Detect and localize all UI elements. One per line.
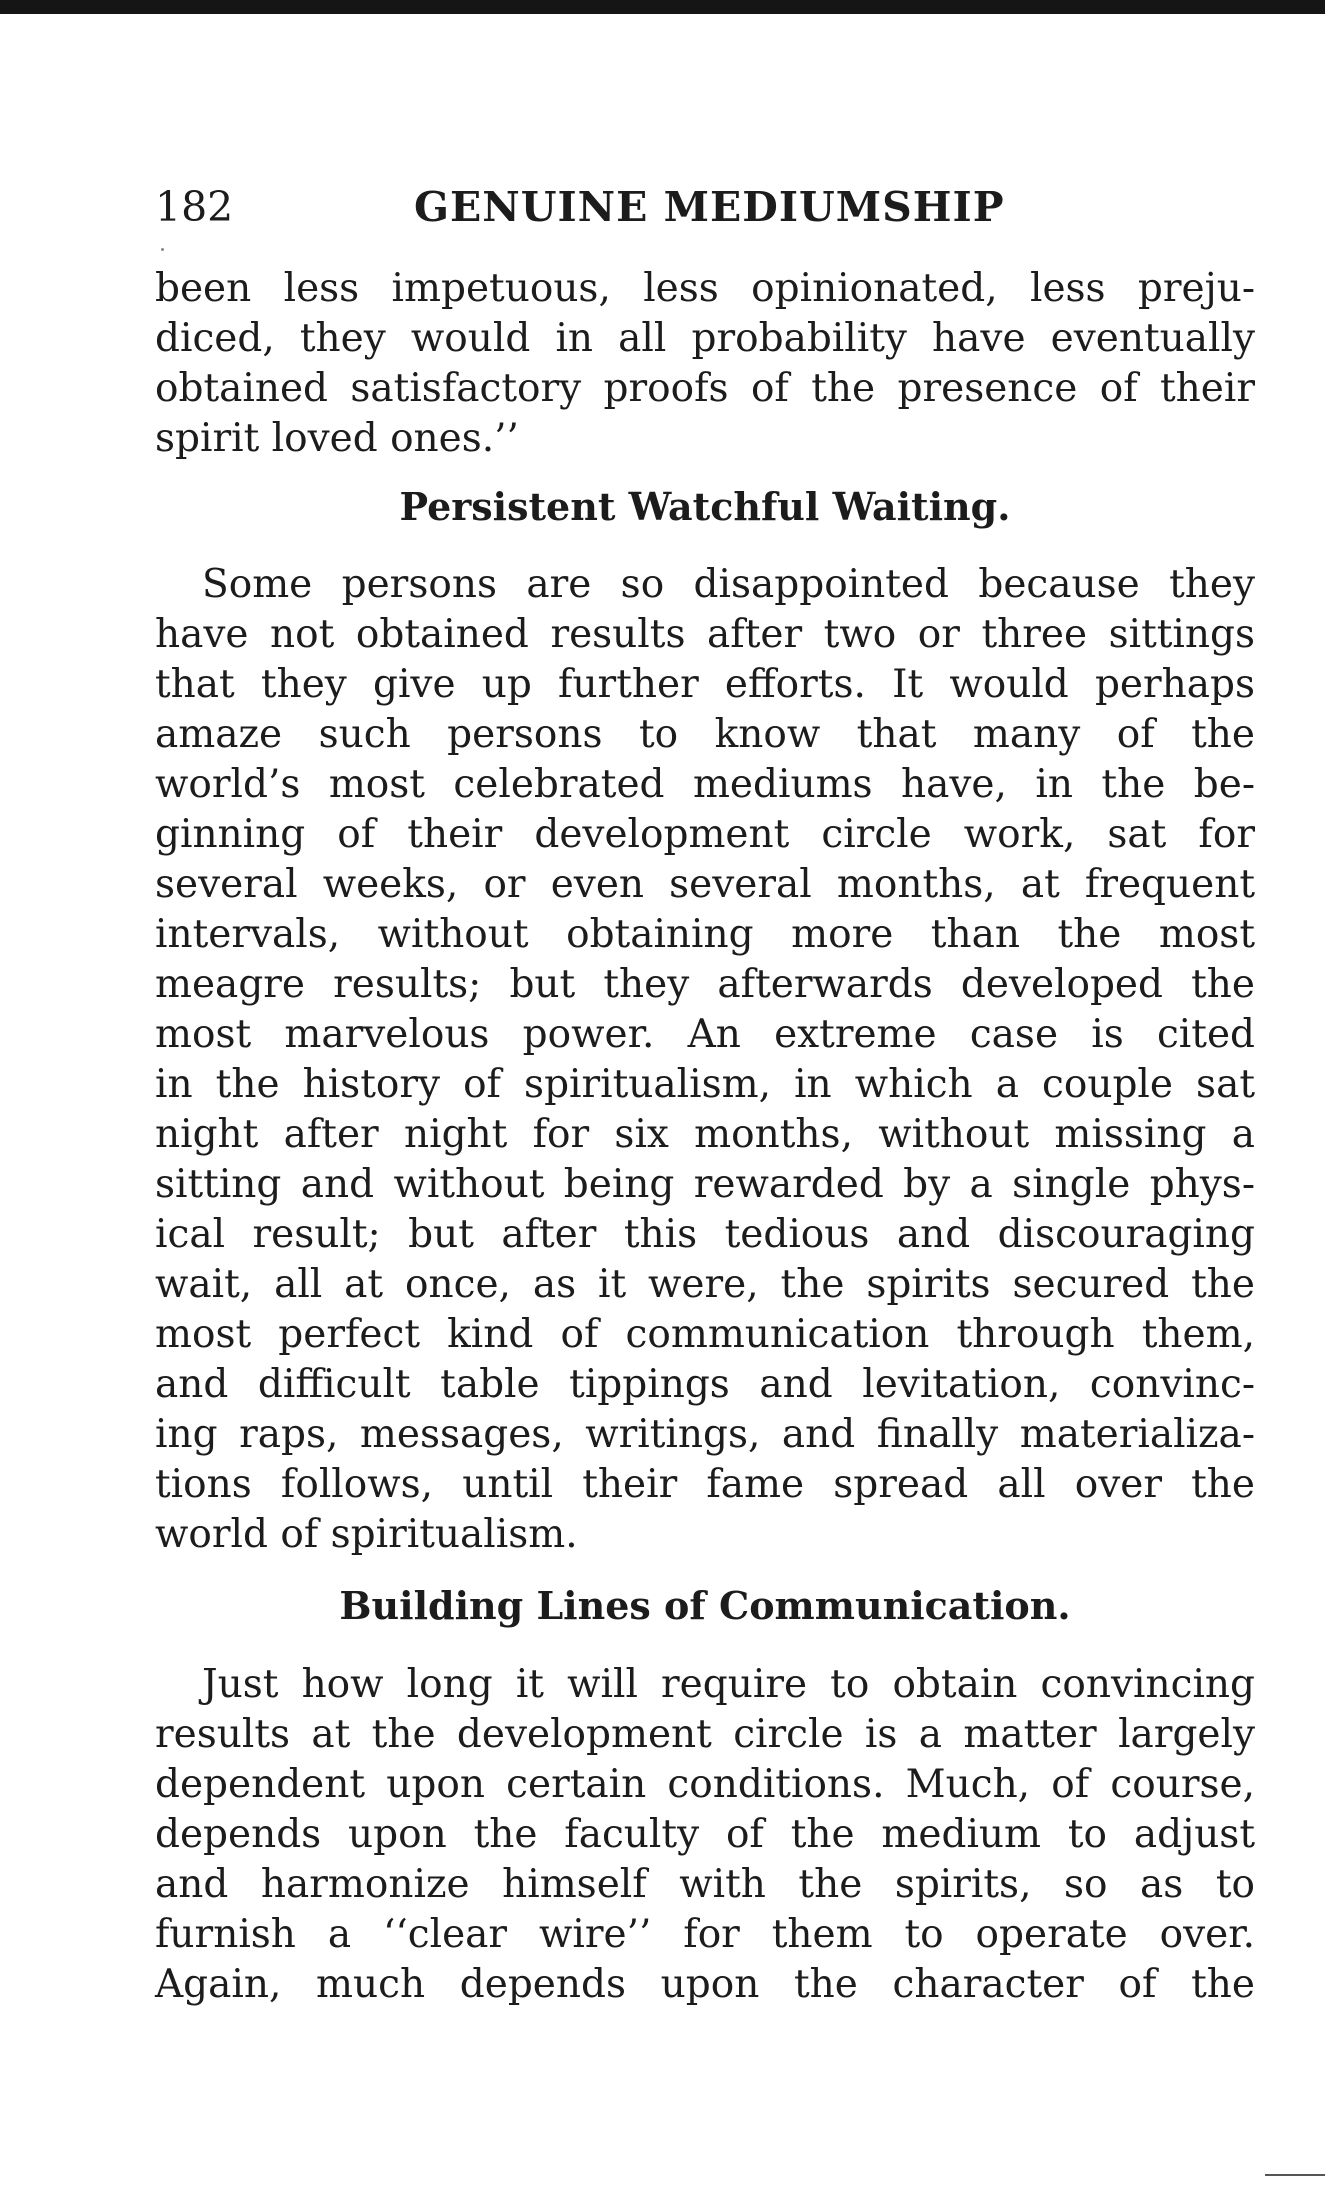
text-line: world of spiritualism. bbox=[155, 1512, 578, 1557]
text-line: tions follows, until their fame spread all over the bbox=[155, 1462, 1255, 1507]
print-speck bbox=[161, 248, 164, 251]
text-line: most marvelous power. An extreme case is cited bbox=[155, 1012, 1255, 1057]
text-line: furnish a ‘‘clear wire’’ for them to operate over. bbox=[155, 1912, 1255, 1957]
page-header bbox=[155, 182, 1255, 232]
text-line: meagre results; but they afterwards developed the bbox=[155, 962, 1255, 1007]
text-line: been less impetuous, less opinionated, less preju- bbox=[155, 266, 1255, 311]
text-line: dependent upon certain conditions. Much, of course, bbox=[155, 1762, 1255, 1807]
text-line: wait, all at once, as it were, the spirits secured the bbox=[155, 1262, 1255, 1307]
text-line: intervals, without obtaining more than the most bbox=[155, 912, 1255, 957]
text-line: and difficult table tippings and levitation, convinc- bbox=[155, 1362, 1255, 1407]
text-line: several weeks, or even several months, at frequent bbox=[155, 862, 1255, 907]
page-number: 182 bbox=[155, 183, 234, 231]
text-line: sitting and without being rewarded by a single phys- bbox=[155, 1162, 1255, 1207]
text-line: ical result; but after this tedious and discouraging bbox=[155, 1212, 1255, 1257]
text-line: that they give up further efforts. It would perhaps bbox=[155, 662, 1255, 707]
text-line: have not obtained results after two or three sittings bbox=[155, 612, 1255, 657]
text-line: in the history of spiritualism, in which a couple sat bbox=[155, 1062, 1255, 1107]
text-line: Again, much depends upon the character of the bbox=[155, 1962, 1255, 2007]
running-head: GENUINE MEDIUMSHIP bbox=[414, 183, 1005, 231]
text-line: amaze such persons to know that many of the bbox=[155, 712, 1255, 757]
text-line: ing raps, messages, writings, and finally materializa- bbox=[155, 1412, 1255, 1457]
section-heading-persistent-waiting: Persistent Watchful Waiting. bbox=[399, 484, 1011, 529]
scan-edge-mark bbox=[1265, 2174, 1325, 2176]
text-line: ginning of their development circle work, sat for bbox=[155, 812, 1255, 857]
text-line: results at the development circle is a matter largely bbox=[155, 1712, 1255, 1757]
text-line: and harmonize himself with the spirits, so as to bbox=[155, 1862, 1255, 1907]
text-line: diced, they would in all probability have eventually bbox=[155, 316, 1255, 361]
text-line: obtained satisfactory proofs of the presence of their bbox=[155, 366, 1255, 411]
text-line: depends upon the faculty of the medium to adjust bbox=[155, 1812, 1255, 1857]
text-line: Some persons are so disappointed because they bbox=[202, 562, 1255, 607]
text-line: spirit loved ones.’’ bbox=[155, 416, 519, 461]
text-line: night after night for six months, without missing a bbox=[155, 1112, 1255, 1157]
text-line: most perfect kind of communication through them, bbox=[155, 1312, 1255, 1357]
top-border-rule bbox=[0, 0, 1325, 14]
text-line: Just how long it will require to obtain convincing bbox=[202, 1662, 1255, 1707]
section-heading-building-lines: Building Lines of Communication. bbox=[339, 1583, 1071, 1628]
text-line: world’s most celebrated mediums have, in the be- bbox=[155, 762, 1255, 807]
